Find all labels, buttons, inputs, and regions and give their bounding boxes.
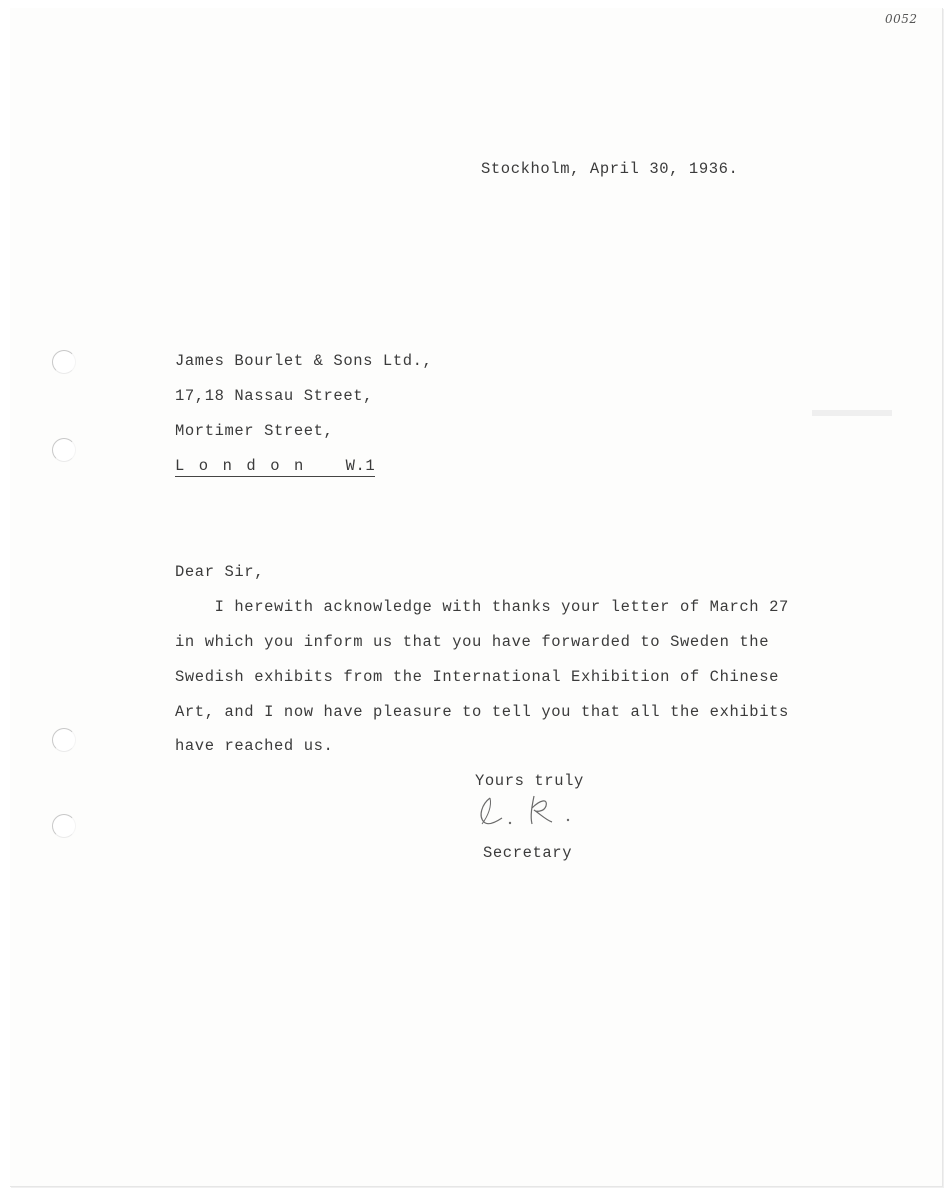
body-line-2: in which you inform us that you have forwarded to Sweden the xyxy=(175,633,770,651)
archive-number: 0052 xyxy=(885,12,918,26)
closing: Yours truly xyxy=(475,772,584,790)
recipient-name: James Bourlet & Sons Ltd., xyxy=(175,352,433,370)
body-line-5: have reached us. xyxy=(175,737,334,755)
punch-hole-3 xyxy=(52,728,76,752)
paper-smudge xyxy=(812,410,892,416)
punch-hole-1 xyxy=(52,350,76,374)
body-line-4: Art, and I now have pleasure to tell you that all the exhibits xyxy=(175,703,789,721)
body-line-1: I herewith acknowledge with thanks your letter of March 27 xyxy=(175,598,789,616)
body-line-3: Swedish exhibits from the International Exhibition of Chinese xyxy=(175,668,779,686)
recipient-address-line-1: 17,18 Nassau Street, xyxy=(175,387,374,405)
recipient-city xyxy=(175,457,375,475)
recipient-city-text: L o n d o n W.1 xyxy=(175,457,376,475)
recipient-address-line-2: Mortimer Street, xyxy=(175,422,334,440)
punch-hole-4 xyxy=(52,814,76,838)
punch-hole-2 xyxy=(52,438,76,462)
handwritten-signature xyxy=(472,788,582,830)
salutation: Dear Sir, xyxy=(175,563,265,581)
date-line: Stockholm, April 30, 1936. xyxy=(481,160,739,178)
signer-title: Secretary xyxy=(483,844,573,862)
